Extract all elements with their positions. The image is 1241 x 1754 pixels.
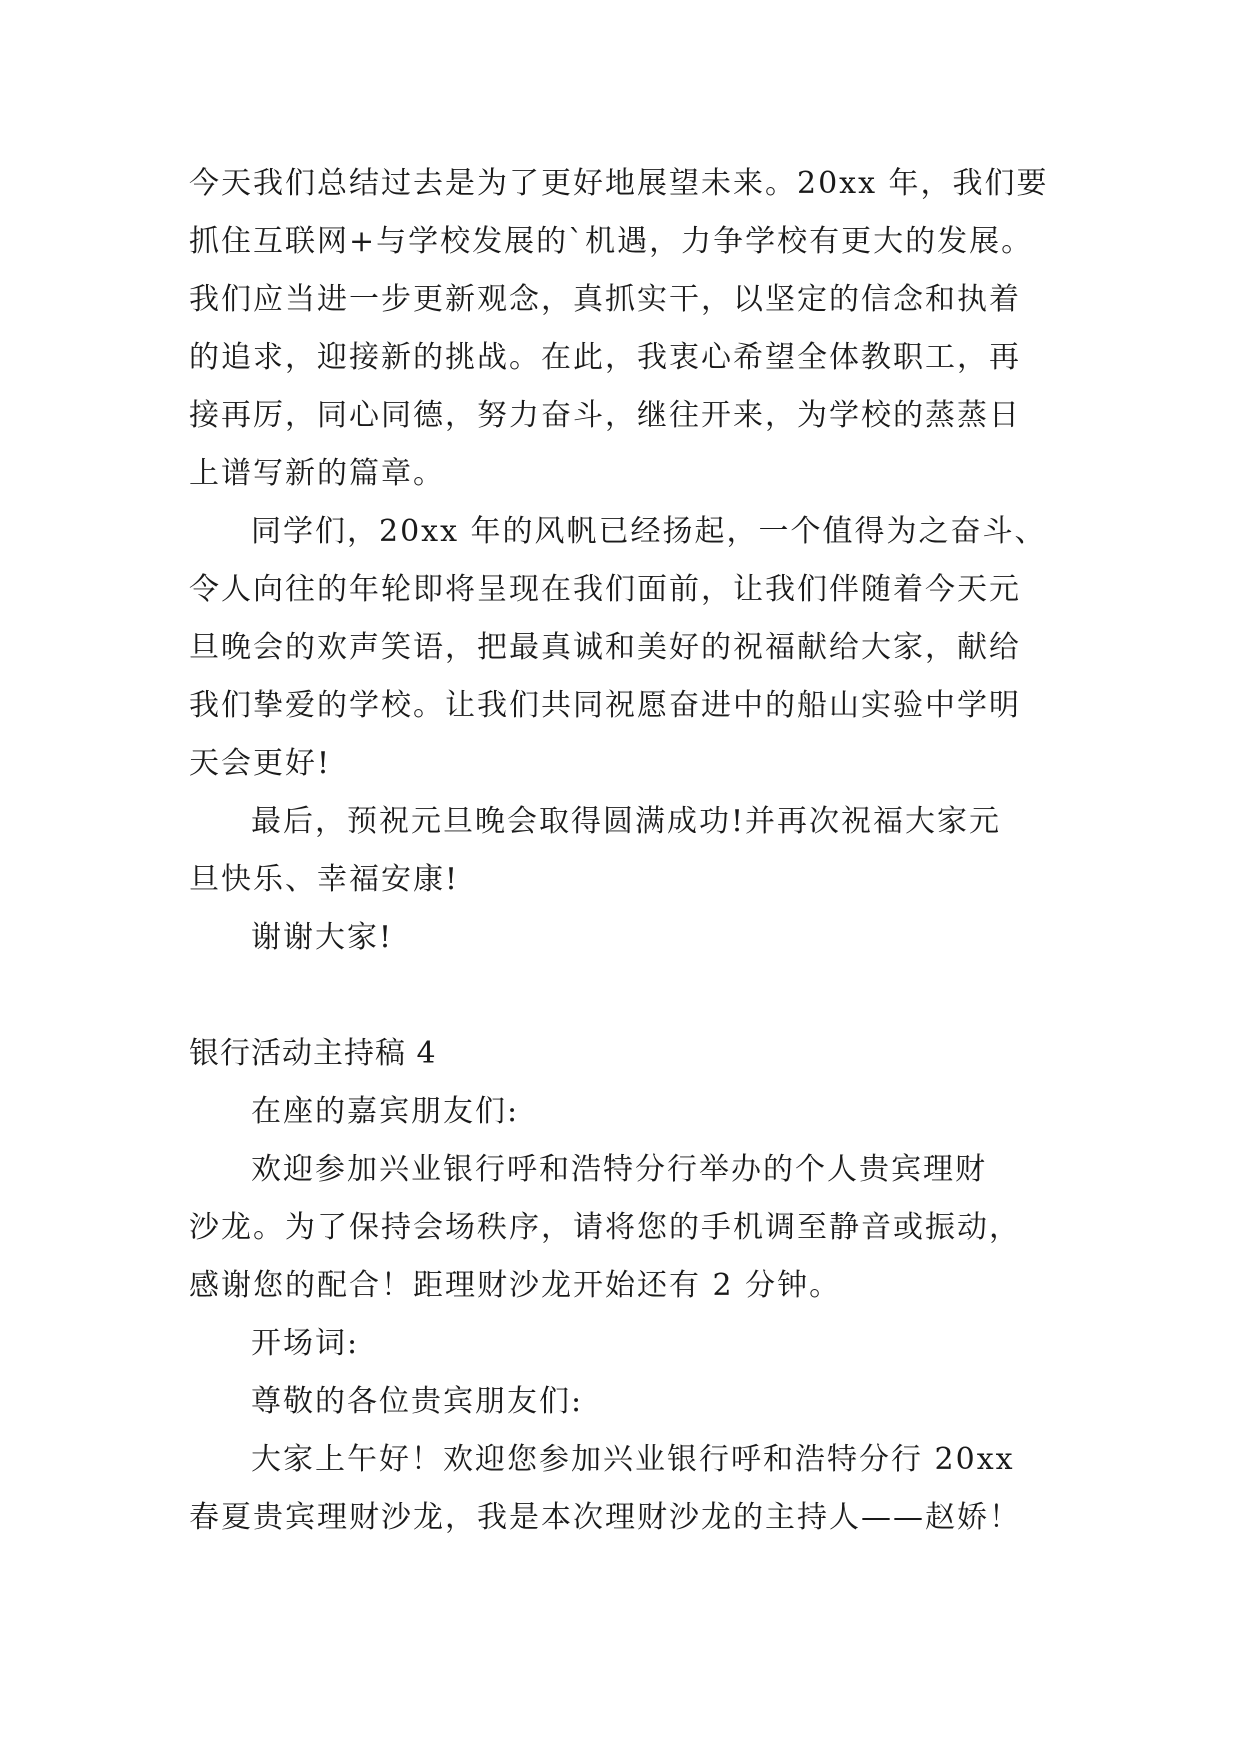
document-body: [189, 155, 1059, 1547]
text-line: 上谱写新的篇章。: [189, 456, 445, 491]
section-gap: [189, 967, 1059, 1025]
text-line: 旦快乐、幸福安康!: [189, 862, 460, 897]
paragraph-start-line: 大家上午好！欢迎您参加兴业银行呼和浩特分行 20xx: [251, 1442, 1015, 1477]
paragraph-start-line: 谢谢大家!: [251, 920, 394, 955]
text-line: 沙龙。为了保持会场秩序，请将您的手机调至静音或振动，: [189, 1210, 1021, 1245]
paragraph-start-line: 尊敬的各位贵宾朋友们:: [251, 1384, 584, 1419]
text-line: 我们挚爱的学校。让我们共同祝愿奋进中的船山实验中学明: [189, 688, 1021, 723]
paragraph-start-line: 在座的嘉宾朋友们:: [251, 1094, 520, 1129]
paragraph-start-line: 同学们，20xx 年的风帆已经扬起，一个值得为之奋斗、: [251, 514, 1047, 549]
text-line: 令人向往的年轮即将呈现在我们面前，让我们伴随着今天元: [189, 572, 1021, 607]
text-line: 春夏贵宾理财沙龙，我是本次理财沙龙的主持人——赵娇！: [189, 1500, 1021, 1535]
text-line: 天会更好!: [189, 746, 332, 781]
text-line: 感谢您的配合！距理财沙龙开始还有 2 分钟。: [189, 1268, 842, 1303]
text-line: 抓住互联网+与学校发展的`机遇，力争学校有更大的发展。: [189, 224, 1034, 259]
text-line: 接再厉，同心同德，努力奋斗，继往开来，为学校的蒸蒸日: [189, 398, 1021, 433]
text-line: 今天我们总结过去是为了更好地展望未来。20xx 年，我们要: [189, 166, 1049, 201]
paragraph-start-line: 开场词:: [251, 1326, 360, 1361]
text-line: 的追求，迎接新的挑战。在此，我衷心希望全体教职工，再: [189, 340, 1021, 375]
section-heading: 银行活动主持稿 4: [189, 1036, 437, 1071]
text-line: 我们应当进一步更新观念，真抓实干，以坚定的信念和执着: [189, 282, 1021, 317]
text-line: 旦晚会的欢声笑语，把最真诚和美好的祝福献给大家，献给: [189, 630, 1021, 665]
paragraph-start-line: 欢迎参加兴业银行呼和浩特分行举办的个人贵宾理财: [251, 1152, 987, 1187]
paragraph-start-line: 最后，预祝元旦晚会取得圆满成功!并再次祝福大家元: [251, 804, 1002, 839]
